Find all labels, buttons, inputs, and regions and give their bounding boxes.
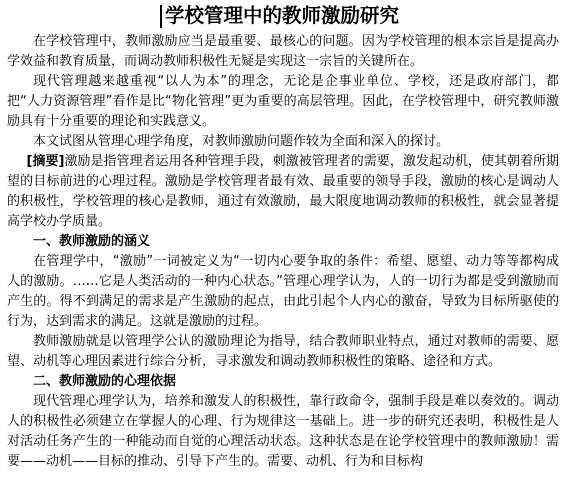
intro-paragraph-3: 本文试图从管理心理学角度，对教师激励问题作较为全面和深入的探讨。 <box>33 134 450 149</box>
section-1-paragraph-1: 在管理学中，“激励”一词被定义为“一切内心要争取的条件：希望、愿望、动力等等都构成人的激励。……它是人类活动的一种内心状态。”管理心理学认为，人的一切行为都是受到激励而产生的。得不到满足的需求是产生激励的起点，由此引起个人内心的激奋，导致为目标所驱使的行为，达到需求的满足。这就是激励的过程。 <box>7 254 559 329</box>
abstract-label: [摘要] <box>26 154 65 169</box>
section-1-heading: 一、教师激励的涵义 <box>33 234 151 249</box>
text-cursor <box>160 5 162 28</box>
title-row <box>7 2 559 30</box>
document-title: 学校管理中的教师激励研究 <box>165 4 400 27</box>
intro-paragraph-2: 现代管理越来越重视“以人为本”的理念，无论是企事业单位、学校，还是政府部门，都把“人力资源管理”看作是比“物化管理”更为重要的高层管理。因此，在学校管理中，研究教师激励具有十分重要的理论和实践意义。 <box>7 74 559 129</box>
section-2-heading: 二、教师激励的心理依据 <box>33 374 177 389</box>
abstract-paragraph <box>7 152 559 232</box>
intro-paragraph-1: 在学校管理中，教师激励应当是最重要、最核心的问题。因为学校管理的根本宗旨是提高办学效益和教育质量，而调动教师积极性无疑是实现这一宗旨的关键所在。 <box>7 34 559 69</box>
abstract-text: 激励是指管理者运用各种管理手段，刺激被管理者的需要，激发起动机，使其朝着所期望的目标前进的心理过程。激励是学校管理者最有效、最重要的领导手段，激励的核心是调动人的积极性，学校管理的核心是教师，通过有效激励，最大限度地调动教师的积极性，就会显著提高学校办学质量。 <box>7 154 559 229</box>
section-1-paragraph-2: 教师激励就是以管理学公认的激励理论为指导，结合教师职业特点，通过对教师的需要、愿望、动机等心理因素进行综合分析，寻求激发和调动教师积极性的策略、途径和方式。 <box>7 334 559 369</box>
section-2-paragraph-1: 现代管理心理学认为，培养和激发人的积极性，靠行政命令，强制手段是难以奏效的。调动人的积极性必须建立在掌握人的心理、行为规律这一基础上。进一步的研究还表明，积极性是人对活动任务产生的一种能动而自觉的心理活动状态。这种状态是在论学校管理中的教师激励！需要——动机——目标的推动、引导下产生的。需要、动机、行为和目标构 <box>7 394 559 469</box>
